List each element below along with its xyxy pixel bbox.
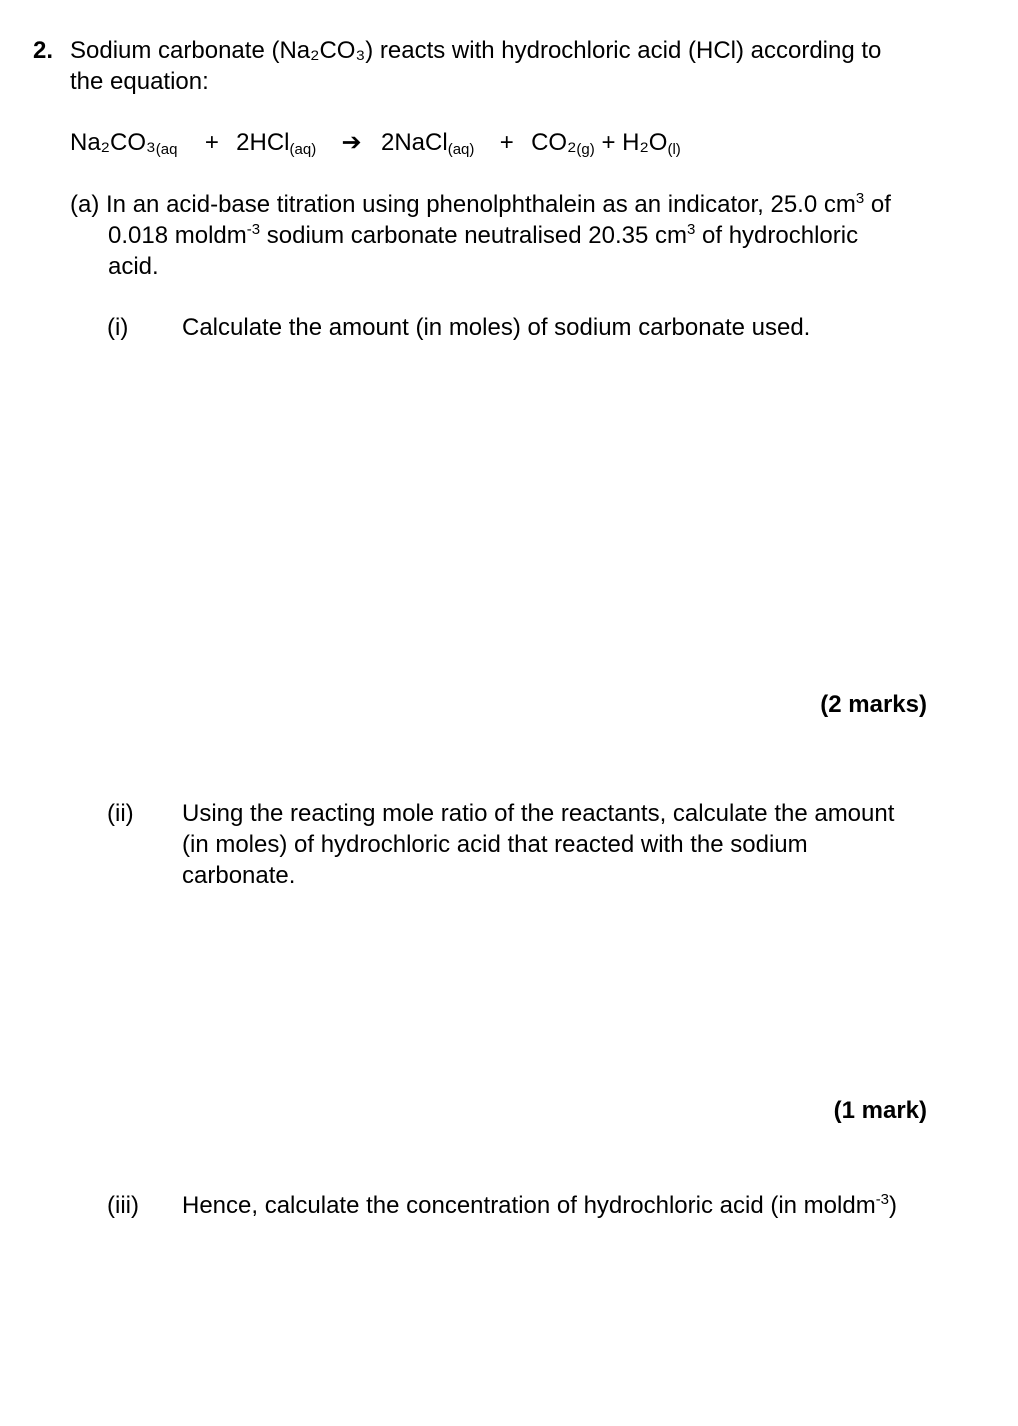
product-h2o-state: (l) [667,141,681,158]
subq-ii-label: (ii) [107,800,134,827]
part-a-text [70,189,950,282]
reaction-arrow-icon: ➔ [341,129,362,156]
product-nacl: 2NaCl [381,129,448,156]
subq-iii-label: (iii) [107,1192,139,1219]
superscript: 3 [687,221,696,238]
subq-ii-line3: carbonate. [182,862,296,889]
part-a-label: (a) [70,191,100,218]
question-stem [70,35,950,97]
subq-iii-text-main: Hence, calculate the concentration of hydrochloric acid (in moldm [182,1192,876,1219]
subq-i-marks: (2 marks) [820,691,927,718]
product-co2: CO₂ [531,129,577,156]
subq-ii-marks: (1 mark) [833,1097,927,1124]
part-a-line2-end: of hydrochloric [695,222,859,249]
plus-sign: + [499,129,514,156]
superscript: 3 [855,190,865,207]
reactant-hcl-state: (aq) [289,141,317,158]
plus-sign: + [204,129,219,156]
subq-iii-text [182,1190,942,1221]
part-a-line2-mid: sodium carbonate neutralised 20.35 cm [260,222,688,249]
part-a-line2-text: 0.018 moldm [108,222,247,249]
product-co2-state: (g) [576,141,595,158]
part-a-line1-text: In an acid-base titration using phenolphthalein as an indicator, 25.0 cm [106,191,856,218]
product-h2o: H₂O [622,129,668,156]
question-number: 2. [33,37,54,64]
part-a-line3: acid. [108,253,159,280]
subq-iii-text-end: ) [889,1192,898,1219]
part-a-line2 [70,220,950,251]
plus-sign: + [601,129,616,156]
part-a-line1-end: of [864,191,891,218]
part-a-line1 [70,189,950,220]
chemical-equation [70,127,681,158]
reactant-na2co3: Na₂CO₃ [70,129,156,156]
reactant-na2co3-state: (aq [155,141,178,158]
superscript: -3 [875,1191,890,1208]
subq-ii-text [182,798,942,891]
subq-i-label: (i) [107,314,129,341]
subq-ii-line2: (in moles) of hydrochloric acid that reacted with the sodium [182,831,808,858]
product-nacl-state: (aq) [447,141,475,158]
question-stem-line2: the equation: [70,68,209,95]
subq-ii-line1: Using the reacting mole ratio of the reactants, calculate the amount [182,800,895,827]
superscript: -3 [246,221,261,238]
question-stem-line1: Sodium carbonate (Na₂CO₃) reacts with hydrochloric acid (HCl) according to [70,37,882,64]
subq-i-text: Calculate the amount (in moles) of sodium carbonate used. [182,314,811,341]
reactant-hcl: 2HCl [236,129,290,156]
